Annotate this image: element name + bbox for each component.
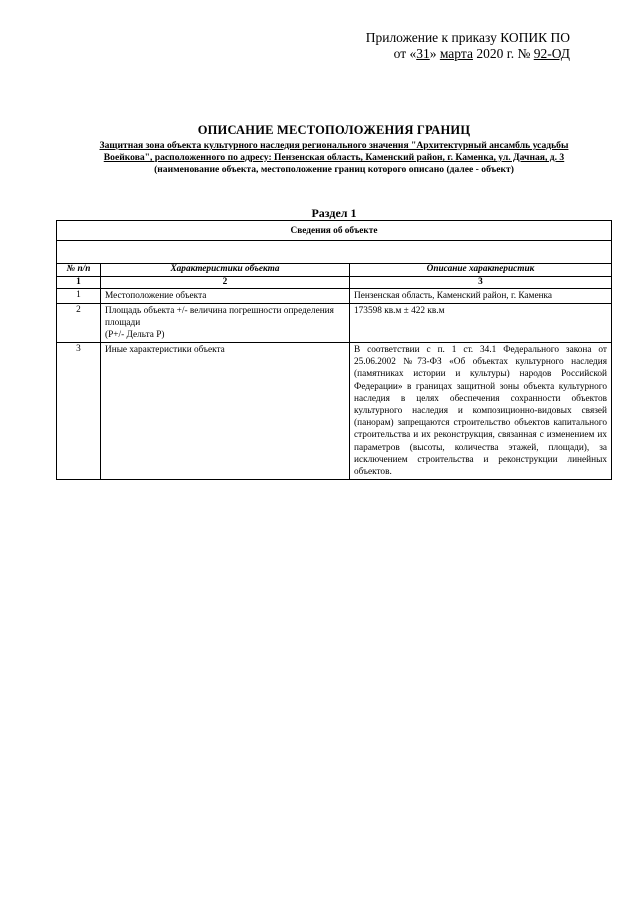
order-line-1: Приложение к приказу КОПИК ПО bbox=[365, 30, 570, 45]
object-name-line-1: Защитная зона объекта культурного наследия регионального значения "Архитектурный ансамбль усадьбы bbox=[99, 140, 569, 151]
table-blank-row bbox=[57, 241, 612, 264]
column-number-row: 1 2 3 bbox=[57, 277, 612, 289]
column-header-characteristic: Характеристики объекта bbox=[101, 264, 350, 277]
document-title: ОПИСАНИЕ МЕСТОПОЛОЖЕНИЯ ГРАНИЦ bbox=[197, 123, 471, 137]
title-block bbox=[58, 123, 610, 176]
column-header-number: № п/п bbox=[57, 264, 101, 277]
table-row: 3 Иные характеристики объекта В соответствии с п. 1 ст. 34.1 Федерального закона от 25.06.2002 №73-ФЗ «Об объектах культурного наследия (памятниках истории и культуры) народов Российской Федерации» в границах защитной зоны объекта культурного наследия в целях обеспечения сохранности объектов культурного наследия и композиционно-видовых связей (панорам) запрещаются строительство объектов капитального строительства и их реконструкция, связанная с изменением их параметров (высоты, количества этажей, площади), за исключением строительства и реконструкции линейных объектов. bbox=[57, 343, 612, 480]
table-row: 1 Местоположение объекта Пензенская область, Каменский район, г. Каменка bbox=[57, 289, 612, 304]
object-name-line-2: Воейкова", расположенного по адресу: Пензенская область, Каменский район, г. Каменка, ул. Дачная, д. 3 bbox=[103, 152, 565, 163]
table-row: 2 Площадь объекта +/- величина погрешности определения площади (Р+/- Дельта Р) 173598 кв.м ± 422 кв.м bbox=[57, 304, 612, 343]
object-name-note: (наименование объекта, местоположение границ которого описано (далее - объект) bbox=[154, 164, 514, 175]
order-day: 31 bbox=[416, 46, 430, 61]
order-month: марта bbox=[439, 46, 473, 61]
order-line-2: от «31» марта 2020 г. № 92-ОД bbox=[393, 46, 570, 61]
order-number: 92-ОД bbox=[533, 46, 570, 61]
section-title: Раздел 1 bbox=[311, 206, 357, 220]
table-title: Сведения об объекте bbox=[57, 221, 612, 241]
object-info-table bbox=[56, 220, 612, 480]
table-title-row bbox=[57, 221, 612, 241]
column-header-description: Описание характеристик bbox=[350, 264, 612, 277]
table-header-row bbox=[57, 264, 612, 277]
order-reference bbox=[366, 30, 570, 62]
